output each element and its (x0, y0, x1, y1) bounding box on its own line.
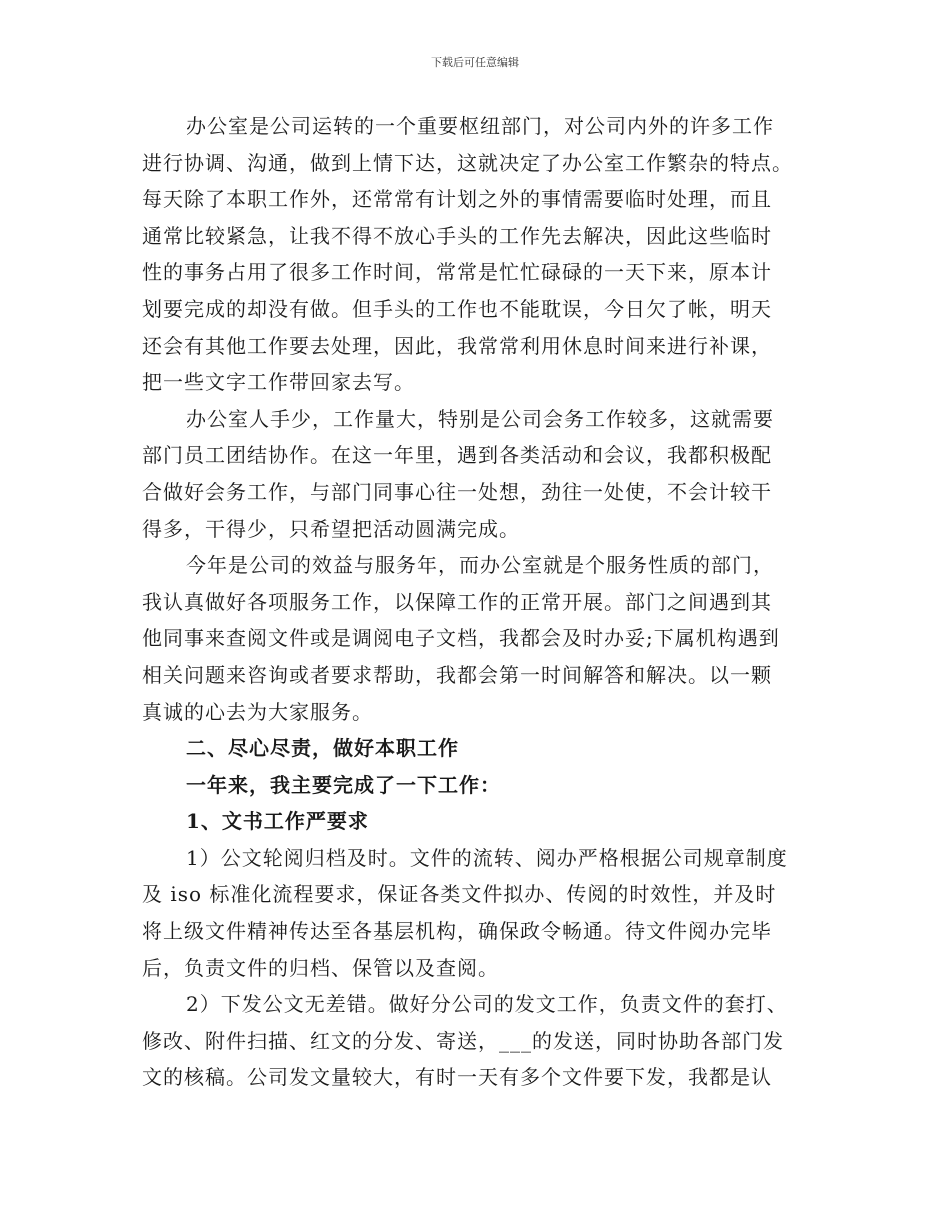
paragraph-line: 将上级文件精神传达至各基层机构，确保政令畅通。待文件阅办完毕 (142, 919, 772, 944)
paragraph-line: 后，负责文件的归档、保管以及查阅。 (142, 955, 499, 980)
section-heading (142, 803, 810, 840)
paragraph-line: 相关问题来咨询或者要求帮助，我都会第一时间解答和解决。以一颗 (142, 662, 772, 687)
document-body (142, 108, 810, 1096)
paragraph-line: 合做好会务工作，与部门同事心往一处想，劲往一处使，不会计较干 (142, 479, 772, 504)
paragraph-line: 文的核稿。公司发文量较大，有时一天有多个文件要下发，我都是认 (142, 1065, 772, 1090)
paragraph-line: 2）下发公文无差错。做好分公司的发文工作，负责文件的套打、 (186, 992, 788, 1017)
paragraph-line: 得多，干得少，只希望把活动圆满完成。 (142, 516, 520, 541)
paragraph-line: 部门员工团结协作。在这一年里，遇到各类活动和会议，我都积极配 (142, 443, 772, 468)
paragraph-line: 划要完成的却没有做。但手头的工作也不能耽误，今日欠了帐，明天 (142, 296, 772, 321)
paragraph-line: 通常比较紧急，让我不得不放心手头的工作先去解决，因此这些临时 (142, 223, 772, 248)
page-header: 下载后可任意编辑 (431, 56, 519, 69)
section-heading (142, 730, 810, 767)
paragraph-line: 性的事务占用了很多工作时间，常常是忙忙碌碌的一天下来，原本计 (142, 260, 772, 285)
paragraph-line: 1）公文轮阅归档及时。文件的流转、阅办严格根据公司规章制度 (186, 845, 788, 870)
paragraph-line: 办公室是公司运转的一个重要枢纽部门，对公司内外的许多工作 (186, 114, 774, 138)
paragraph (142, 986, 810, 1096)
paragraph (142, 108, 810, 401)
heading-line: 1、文书工作严要求 (186, 809, 369, 834)
paragraph-line: 每天除了本职工作外，还常常有计划之外的事情需要临时处理，而且 (142, 187, 772, 212)
heading-line: 二、尽心尽责，做好本职工作 (186, 736, 459, 761)
paragraph-line: 真诚的心去为大家服务。 (142, 699, 373, 724)
paragraph (142, 840, 810, 986)
paragraph-line: 我认真做好各项服务工作，以保障工作的正常开展。部门之间遇到其 (142, 589, 772, 614)
paragraph (142, 401, 810, 547)
paragraph-line: 及 iso 标准化流程要求，保证各类文件拟办、传阅的时效性，并及时 (142, 882, 777, 907)
heading-line: 一年来，我主要完成了一下工作： (186, 772, 501, 797)
paragraph-line: 进行协调、沟通，做到上情下达，这就决定了办公室工作繁杂的特点。 (142, 150, 793, 175)
paragraph-line: 把一些文字工作带回家去写。 (142, 370, 415, 395)
paragraph-line: 他同事来查阅文件或是调阅电子文档，我都会及时办妥;下属机构遇到 (142, 626, 780, 651)
section-heading (142, 767, 810, 804)
paragraph-line: 办公室人手少，工作量大，特别是公司会务工作较多，这就需要 (186, 406, 774, 431)
paragraph-line: 今年是公司的效益与服务年，而办公室就是个服务性质的部门， (186, 553, 774, 578)
paragraph (142, 547, 810, 730)
paragraph-line: 还会有其他工作要去处理，因此，我常常利用休息时间来进行补课， (142, 333, 772, 358)
paragraph-line: 修改、附件扫描、红文的分发、寄送，___的发送，同时协助各部门发 (142, 1028, 784, 1053)
